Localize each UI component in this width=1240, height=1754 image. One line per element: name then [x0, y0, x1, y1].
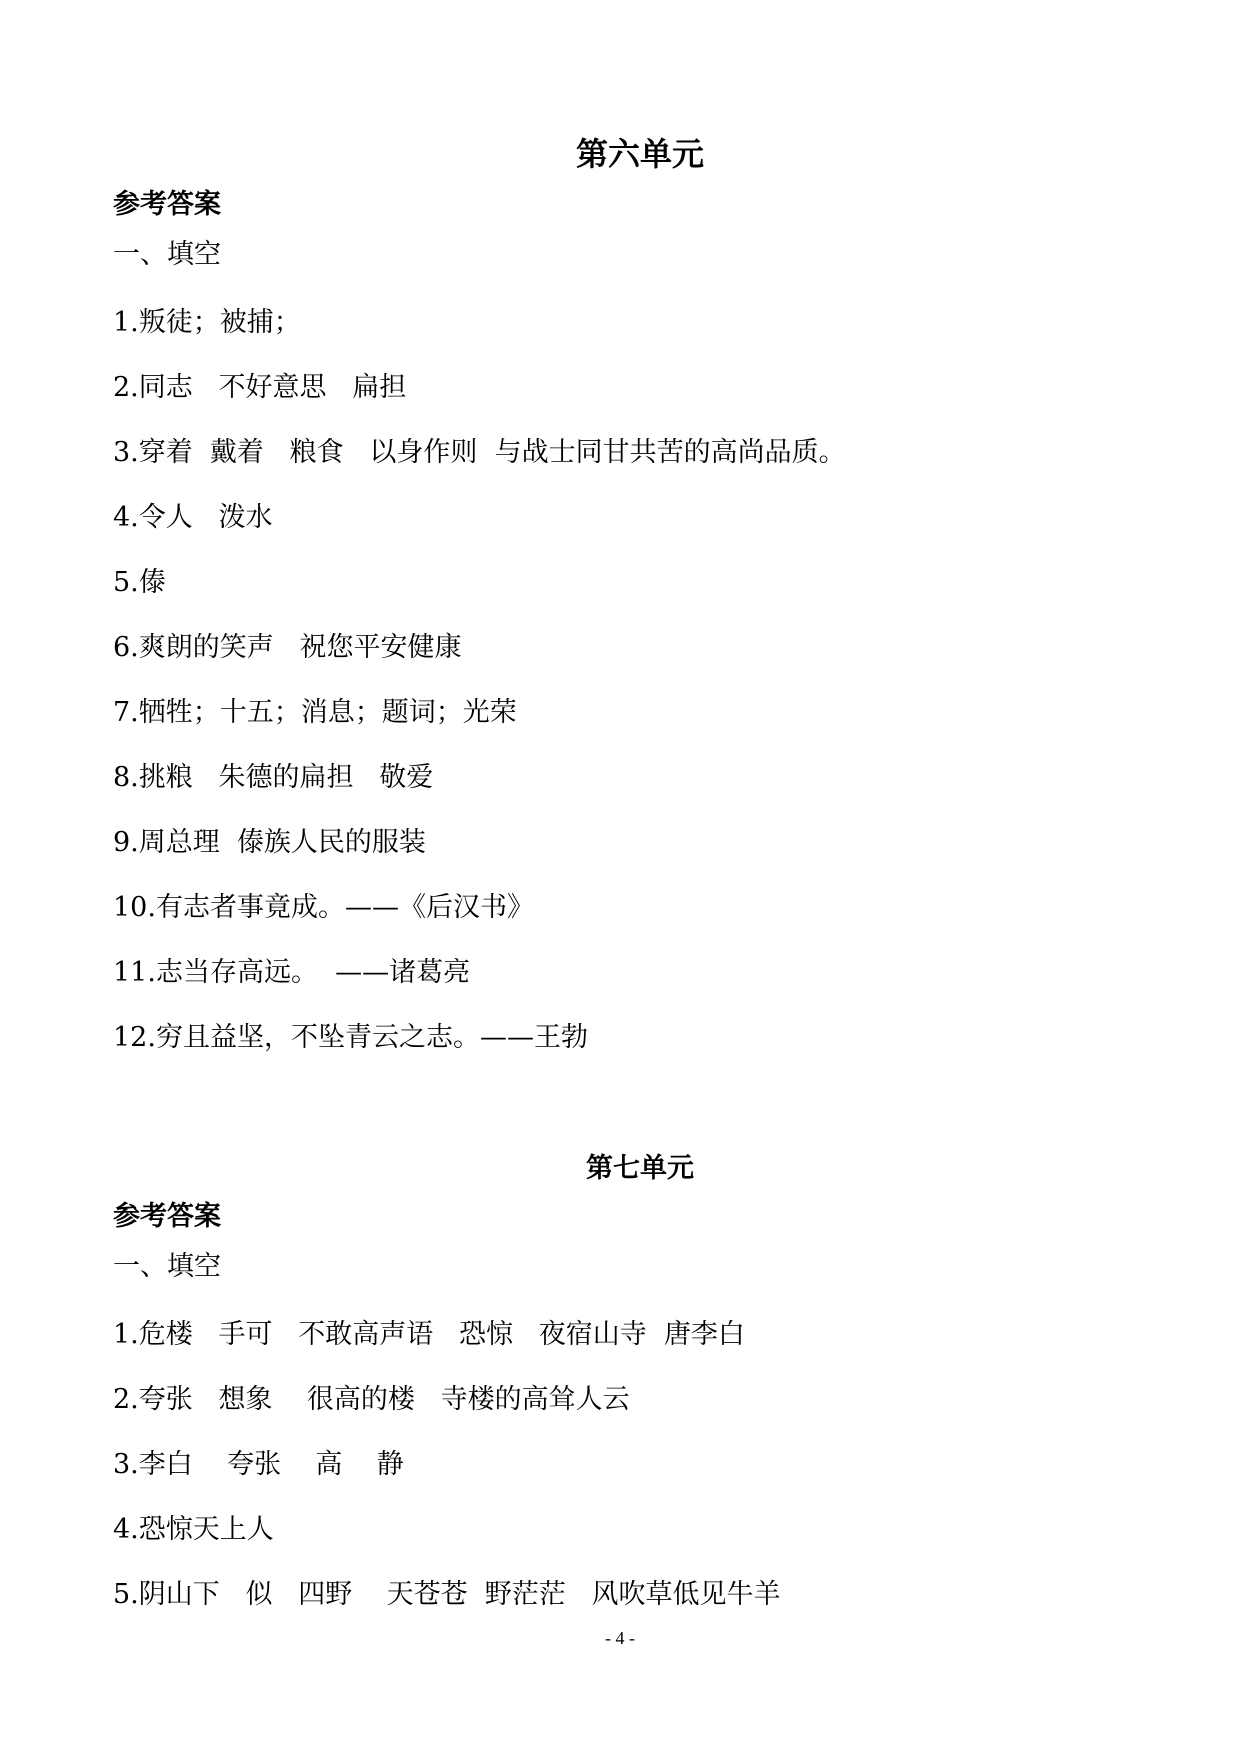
answer-item: 11.志当存高远。 ——诸葛亮	[113, 957, 471, 988]
answer-item: 1.叛徒；被捕；	[113, 307, 301, 338]
unit-7-answer-key-heading: 参考答案	[113, 1201, 221, 1232]
answer-item: 3.穿着 戴着 粮食 以身作则 与战士同甘共苦的高尚品质。	[113, 437, 846, 468]
unit-7-answer-list	[113, 1302, 1127, 1627]
answer-item: 10.有志者事竟成。——《后汉书》	[113, 892, 534, 923]
unit-7-title: 第七单元	[586, 1153, 694, 1184]
answer-item: 4.恐惊天上人	[113, 1514, 274, 1545]
answer-item: 4.令人 泼水	[113, 502, 273, 533]
unit-6-answer-list	[113, 290, 1127, 1070]
answer-item: 12.穷且益坚，不坠青云之志。——王勃	[113, 1022, 588, 1053]
answer-item: 5.傣	[113, 567, 166, 598]
answer-item: 3.李白 夸张 高 静	[113, 1449, 404, 1480]
answer-item: 1.危楼 手可 不敢高声语 恐惊 夜宿山寺 唐李白	[113, 1319, 745, 1350]
answer-item: 6.爽朗的笑声 祝您平安健康	[113, 632, 462, 663]
unit-6-answer-key-heading: 参考答案	[113, 189, 221, 220]
answer-item: 8.挑粮 朱德的扁担 敬爱	[113, 762, 434, 793]
unit-6-section	[113, 130, 1127, 1070]
answer-item: 5.阴山下 似 四野 天苍苍 野茫茫 风吹草低见牛羊	[113, 1579, 781, 1610]
answer-item: 2.夸张 想象 很高的楼 寺楼的高耸人云	[113, 1384, 630, 1415]
page-number: - 4 -	[605, 1628, 635, 1648]
answer-item: 9.周总理 傣族人民的服装	[113, 827, 426, 858]
answer-item: 2.同志 不好意思 扁担	[113, 372, 407, 403]
unit-7-fill-blank-heading: 一、填空	[113, 1251, 221, 1282]
answer-item: 7.牺牲；十五；消息；题词；光荣	[113, 697, 517, 728]
unit-7-section	[113, 1148, 1127, 1627]
unit-6-fill-blank-heading: 一、填空	[113, 239, 221, 270]
unit-6-title: 第六单元	[575, 135, 704, 173]
